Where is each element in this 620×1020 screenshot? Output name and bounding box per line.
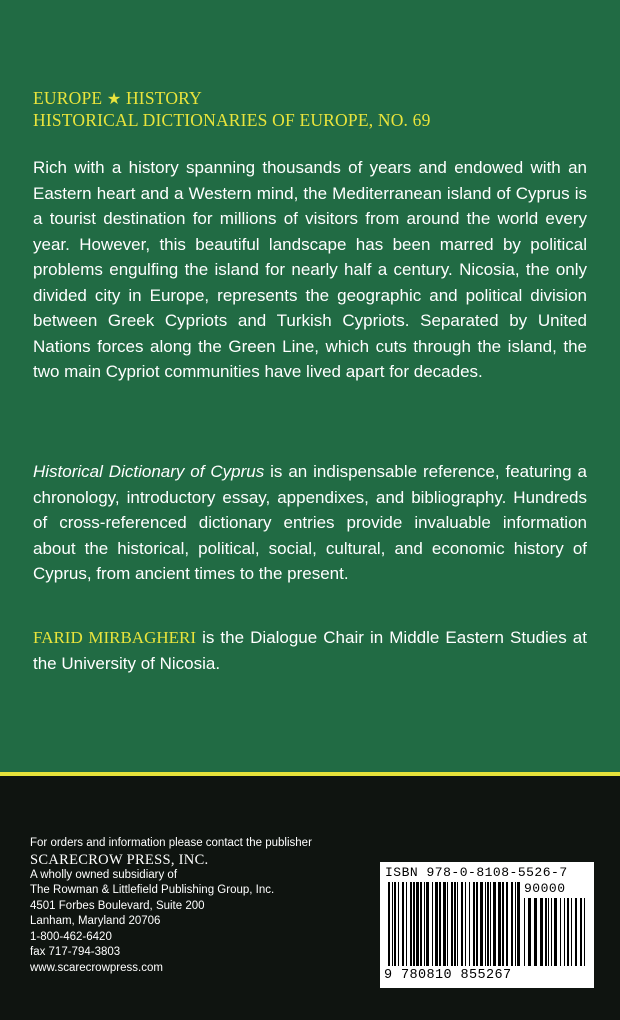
- barcode-bar: [498, 882, 501, 966]
- price-addon: 90000: [524, 881, 566, 896]
- barcode-bar: [461, 882, 463, 966]
- publisher-line-1: A wholly owned subsidiary of: [30, 868, 178, 881]
- barcode-bar: [473, 882, 475, 966]
- barcode-bar: [454, 882, 456, 966]
- publisher-address-2: Lanham, Maryland 20706: [30, 915, 161, 927]
- series-history: HISTORY: [125, 88, 202, 108]
- barcode-bar: [554, 898, 557, 966]
- barcode-bar: [402, 882, 404, 966]
- barcode-bar: [432, 882, 433, 966]
- barcode-bar: [502, 882, 504, 966]
- star-icon: ★: [106, 91, 122, 108]
- author-bio: [33, 625, 587, 676]
- barcode-bar: [392, 882, 393, 966]
- barcode-bar: [465, 882, 466, 966]
- barcode-bar: [487, 882, 489, 966]
- publisher-address-1: 4501 Forbes Boulevard, Suite 200: [30, 899, 205, 912]
- barcode-bar: [424, 882, 425, 966]
- barcode-bar: [545, 898, 547, 966]
- barcode-bar: [575, 898, 577, 966]
- barcode-bar: [580, 898, 582, 966]
- barcode-bar: [480, 882, 483, 966]
- barcode-bar: [435, 882, 438, 966]
- barcode-bar: [564, 898, 565, 966]
- ean-digits: 9 780810 855267: [384, 968, 512, 983]
- barcode-bar: [534, 898, 537, 966]
- barcode-bar: [515, 882, 516, 966]
- publisher-name: SCARECROW PRESS, INC.: [30, 851, 209, 868]
- barcode-bar: [567, 898, 569, 966]
- barcode-bar: [528, 898, 531, 966]
- barcode: [380, 862, 594, 988]
- publisher-website: www.scarecrowpress.com: [30, 961, 163, 974]
- publisher-line-2: The Rowman & Littlefield Publishing Group, Inc.: [30, 884, 275, 896]
- barcode-bar: [560, 898, 561, 966]
- description-paragraph-2: [33, 459, 587, 587]
- barcode-bar: [524, 898, 525, 966]
- series-europe: EUROPE: [33, 88, 103, 108]
- series-heading: [33, 88, 431, 131]
- barcode-bar: [426, 882, 429, 966]
- barcode-bar: [457, 882, 458, 966]
- barcode-bar: [410, 882, 412, 966]
- barcode-bar: [517, 882, 520, 966]
- barcode-bar: [490, 882, 491, 966]
- barcode-bar: [506, 882, 508, 966]
- barcode-bar: [476, 882, 478, 966]
- publisher-phone: 1-800-462-6420: [30, 930, 112, 943]
- barcode-bar: [493, 882, 496, 966]
- barcode-bar: [420, 882, 422, 966]
- barcode-bar: [451, 882, 453, 966]
- description-paragraph-2-text: is an indispensable reference, featuring a chronology, introductory essay, appendixes, and bibliography. Hundreds of cross-referenced dictionary entries provide invaluable information about the historical, political, social, cultural, and economic history of Cyprus, from ancient times to the present.: [33, 462, 587, 583]
- barcode-bar: [439, 882, 441, 966]
- barcode-bar: [511, 882, 513, 966]
- book-title: Historical Dictionary of Cyprus: [33, 462, 265, 481]
- barcode-bar: [540, 898, 543, 966]
- publisher-intro: For orders and information please contact the publisher: [30, 837, 312, 849]
- series-line-2: HISTORICAL DICTIONARIES OF EUROPE, NO. 69: [33, 110, 431, 130]
- barcode-bar: [485, 882, 486, 966]
- barcode-bar: [551, 898, 552, 966]
- publisher-fax: fax 717-794-3803: [30, 946, 121, 958]
- barcode-bar: [443, 882, 446, 966]
- author-bio-text: is the Dialogue Chair in Middle Eastern Studies at the University of Nicosia.: [33, 628, 587, 673]
- barcode-bar: [416, 882, 419, 966]
- author-name: FARID MIRBAGHERI: [33, 628, 197, 647]
- barcode-bar: [447, 882, 448, 966]
- barcode-bar: [584, 898, 585, 966]
- barcode-bar: [394, 882, 396, 966]
- barcode-bar: [548, 898, 549, 966]
- barcode-bar: [398, 882, 399, 966]
- barcode-bar: [406, 882, 407, 966]
- publisher-info: [30, 836, 312, 976]
- barcode-bar: [388, 882, 390, 966]
- barcode-bar: [413, 882, 415, 966]
- description-paragraph-1: Rich with a history spanning thousands of years and endowed with an Eastern heart and a Western mind, the Mediterranean island of Cyprus is a tourist destination for millions of visitors from around the world every year. However, this beautiful landscape has been marred by political problems engulfing the island for nearly half a century. Nicosia, the only divided city in Europe, represents the geographic and political division between Greek Cypriots and Turkish Cypriots. Separated by United Nations forces along the Green Line, which cuts through the island, the two main Cypriot communities have lived apart for decades.: [33, 158, 587, 381]
- isbn-label: ISBN 978-0-8108-5526-7: [385, 865, 568, 880]
- series-line-1: [33, 88, 431, 110]
- barcode-bar: [469, 882, 470, 966]
- barcode-bar: [571, 898, 572, 966]
